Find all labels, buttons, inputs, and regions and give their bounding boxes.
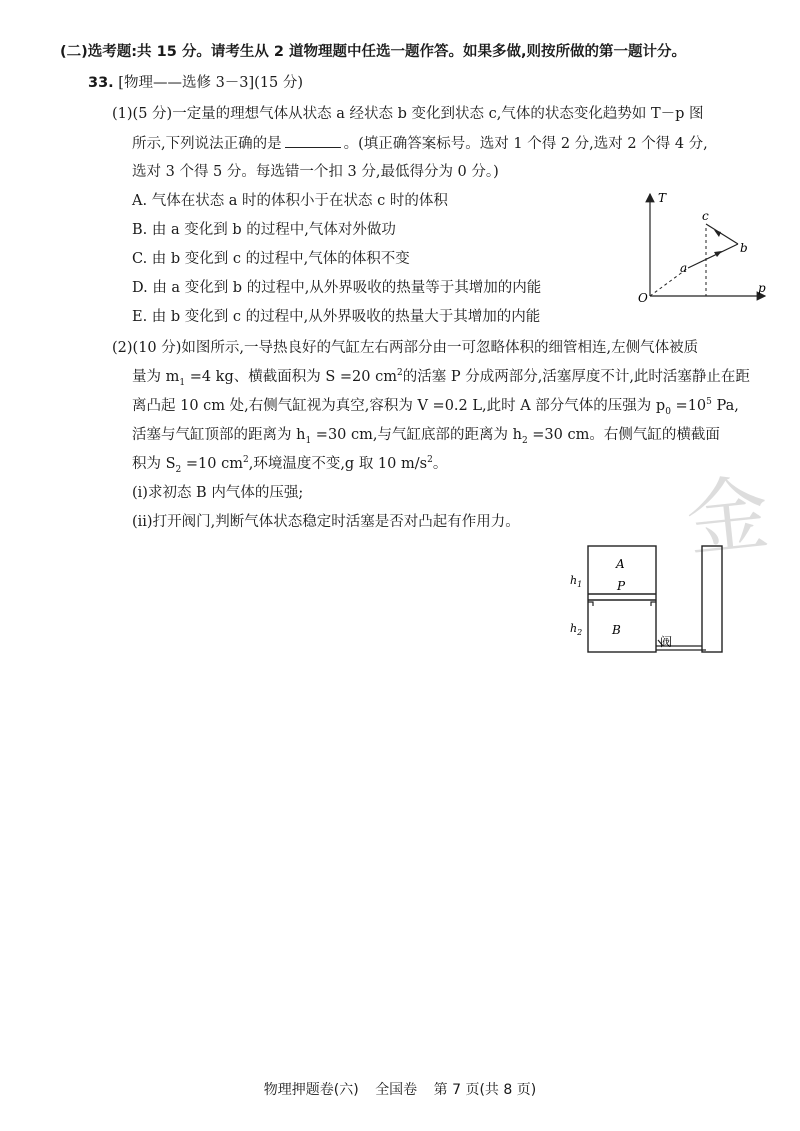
question-topic: [物理——选修 3－3](15 分): [118, 75, 304, 91]
point-a-label: a: [680, 261, 688, 275]
point-b-label: b: [740, 241, 748, 255]
cylinder-diagram: [560, 540, 740, 658]
arrow-ab: [714, 251, 722, 257]
tp-graph: [630, 188, 780, 308]
label-b: B: [612, 623, 621, 637]
axis-t-label: T: [658, 191, 667, 205]
sub-question-i: (i)求初态 B 内气体的压强;: [132, 485, 304, 501]
part2-line5: [132, 454, 447, 474]
valve-label: 阀: [660, 635, 673, 649]
segment-bc: [706, 224, 738, 244]
part2-line3: [132, 396, 739, 416]
part1-line3: 选对 3 个得 5 分。每选错一个扣 3 分,最低得分为 0 分。): [132, 164, 499, 180]
part2-line2-a: 量为 m: [132, 369, 180, 385]
label-a: A: [616, 557, 625, 571]
part2-line4-sub2: 2: [521, 435, 528, 446]
part2-line4-b: =30 cm,与气缸底部的距离为 h: [311, 427, 522, 443]
arrow-bc: [714, 230, 721, 237]
axis-p-label: p: [758, 281, 766, 295]
option-e: E. 由 b 变化到 c 的过程中,从外界吸收的热量大于其增加的内能: [132, 309, 541, 325]
part2-line5-c: ,环境温度不变,g 取 10 m/s: [248, 456, 428, 472]
sub-question-ii: (ii)打开阀门,判断气体状态稳定时活塞是否对凸起有作用力。: [132, 514, 520, 530]
part2-line2-sup: 2: [397, 368, 403, 379]
part2-line1: (2)(10 分)如图所示,一导热良好的气缸左右两部分由一可忽略体积的细管相连,左侧气体被质: [112, 340, 699, 356]
question-33-heading: [88, 73, 303, 93]
right-stop: [651, 602, 656, 606]
part2-line4-a: 活塞与气缸顶部的距离为 h: [132, 427, 306, 443]
point-c-label: c: [702, 209, 709, 223]
part2-line5-sup2: 2: [427, 455, 433, 466]
part2-line3-sup: 5: [706, 397, 712, 408]
part1-line2: [132, 133, 708, 154]
part2-line4: [132, 425, 720, 445]
part2-line4-sub1: 1: [305, 435, 312, 446]
option-d: D. 由 a 变化到 b 的过程中,从外界吸收的热量等于其增加的内能: [132, 280, 542, 296]
label-h1: $h_1$: [570, 574, 583, 589]
part2-line5-sub: 2: [175, 464, 182, 475]
option-b: B. 由 a 变化到 b 的过程中,气体对外做功: [132, 222, 396, 238]
part2-line2: [132, 367, 750, 387]
part1-line2-b: 。(填正确答案标号。选对 1 个得 2 分,选对 2 个得 4 分,: [343, 136, 708, 152]
part2-line2-c: 的活塞 P 分成两部分,活塞厚度不计,此时活塞静止在距: [402, 369, 750, 385]
part1-line1: (1)(5 分)一定量的理想气体从状态 a 经状态 b 变化到状态 c,气体的状态变化趋势如 T－p 图: [112, 106, 704, 122]
section-header: (二)选考题:共 15 分。请考生从 2 道物理题中任选一题作答。如果多做,则按所做的第一题计分。: [60, 44, 687, 60]
label-h2: $h_2$: [570, 622, 583, 637]
part2-line4-c: =30 cm。右侧气缸的横截面: [527, 427, 720, 443]
option-a: A. 气体在状态 a 时的体积小于在状态 c 时的体积: [132, 193, 448, 209]
part2-line3-b: =10: [670, 398, 707, 414]
footer-scope: 全国卷: [375, 1082, 418, 1098]
question-number: 33.: [88, 75, 114, 91]
part2-line3-a: 离凸起 10 cm 处,右侧气缸视为真空,容积为 V =0.2 L,此时 A 部分气体的压强为 p: [132, 398, 666, 414]
origin-label: O: [638, 291, 648, 305]
part2-line3-sub: 0: [665, 406, 671, 417]
option-c: C. 由 b 变化到 c 的过程中,气体的体积不变: [132, 251, 410, 267]
part2-line2-sub: 1: [179, 377, 186, 388]
footer-title: 物理押题卷(六): [263, 1082, 359, 1098]
answer-blank[interactable]: [285, 133, 341, 148]
part2-line5-sup1: 2: [242, 455, 249, 466]
right-cylinder: [702, 546, 722, 652]
segment-ab: [688, 244, 738, 268]
left-stop: [588, 602, 593, 606]
part2-line2-b: =4 kg、横截面积为 S =20 cm: [185, 369, 397, 385]
label-p: P: [617, 579, 626, 593]
footer-page: 第 7 页(共 8 页): [433, 1082, 537, 1098]
page-footer: [0, 1079, 800, 1099]
part2-line5-b: =10 cm: [181, 456, 243, 472]
watermark: 金: [681, 465, 774, 569]
part2-line5-d: 。: [432, 456, 448, 472]
part1-line2-a: 所示,下列说法正确的是: [132, 136, 282, 152]
part2-line3-c: Pa,: [711, 398, 739, 414]
part2-line5-a: 积为 S: [132, 456, 176, 472]
